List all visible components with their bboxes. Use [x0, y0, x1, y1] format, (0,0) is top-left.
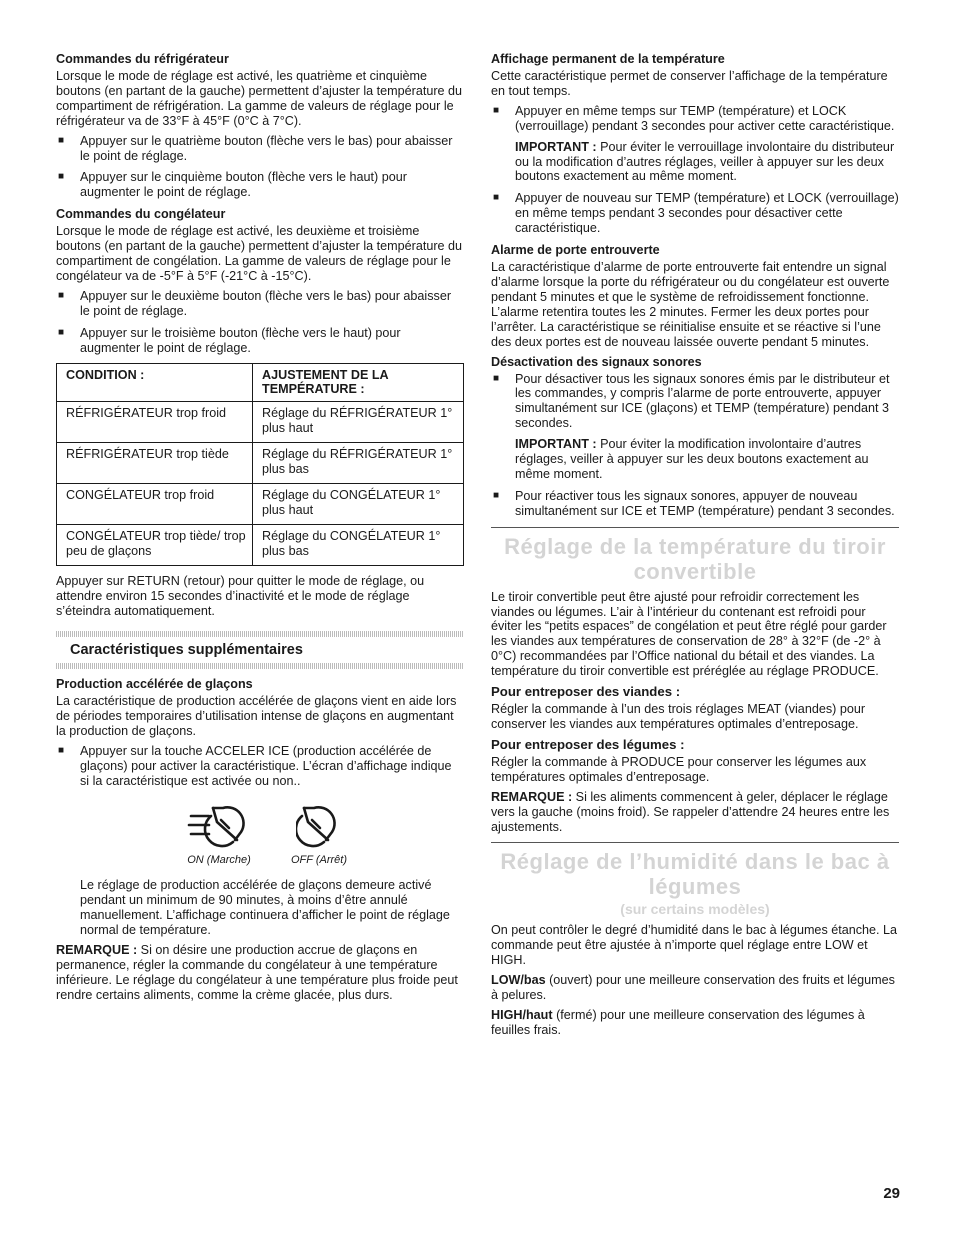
low-label: LOW/bas	[491, 973, 546, 988]
right-column	[491, 52, 899, 1043]
table-row	[57, 525, 464, 566]
bullet-icon: ■	[493, 489, 500, 501]
divider	[491, 527, 899, 528]
table-cell: RÉFRIGÉRATEUR trop froid	[57, 402, 253, 443]
high-setting-text: HIGH/haut (fermé) pour une meilleure conservation des légumes à feuilles frais.	[491, 1007, 865, 1037]
fridge-bullet-list	[56, 134, 464, 201]
bullet-icon: ■	[58, 744, 65, 756]
list-item: ■ Appuyer sur la touche ACCELER ICE (production accélérée de glaçons) pour activer la caractéristique. L’écran d’affichage indique si la caractéristique est activée ou non..	[58, 743, 452, 788]
meat-storage-heading: Pour entreposer des viandes :	[491, 684, 681, 700]
ice-status-icons	[174, 802, 364, 866]
table-header-adjustment: AJUSTEMENT DE LA TEMPÉRATURE :	[253, 363, 464, 402]
list-item: ■ Pour réactiver tous les signaux sonores, appuyer de nouveau simultanément sur ICE et TEMP (température) pendant 3 secondes.	[493, 488, 895, 518]
important-label: IMPORTANT :	[515, 139, 597, 154]
bullet-icon: ■	[493, 192, 500, 204]
section-title: Caractéristiques supplémentaires	[70, 642, 303, 659]
sound-disable-bullets	[491, 372, 899, 519]
list-item: ■ Appuyer sur le deuxième bouton (flèche vers le bas) pour abaisser le point de réglage.	[58, 288, 452, 318]
adjustment-table	[56, 363, 464, 567]
table-row	[57, 484, 464, 525]
permanent-display-heading: Affichage permanent de la température	[491, 52, 725, 66]
vegetable-storage-heading: Pour entreposer des légumes :	[491, 736, 685, 752]
high-label: HIGH/haut	[491, 1007, 553, 1022]
ice-off-indicator	[274, 802, 364, 866]
door-alarm-text: La caractéristique d’alarme de porte entrouverte fait entendre un signal d’alarme lorsque la porte du réfrigérateur ou du congélateur est ouverte pendant 5 minutes et que le système de refroidissement fonctionne. L’alarme retentira toutes les 2 minutes. Fermer les deux portes pour l’arrêter. La caractéristique se réinitialise ensuite et se réactive si l’une des deux portes est de nouveau laissée ouverte pendant 5 minutes.	[491, 260, 890, 349]
bullet-icon: ■	[58, 289, 65, 301]
page-number: 29	[883, 1185, 900, 1202]
remark-label: REMARQUE :	[56, 943, 138, 958]
sound-disable-heading: Désactivation des signaux sonores	[491, 354, 702, 369]
bullet-icon: ■	[58, 326, 65, 338]
important-note: IMPORTANT : Pour éviter la modification involontaire d’autres réglages, veiller à appuyer sur les deux boutons exactement au même moment.	[515, 437, 869, 481]
humidity-text: On peut contrôler le degré d’humidité dans le bac à légumes étanche. La commande peut être ajustée à n’importe quel réglage entre LOW et HIGH.	[491, 923, 898, 968]
door-alarm-heading: Alarme de porte entrouverte	[491, 243, 660, 258]
table-cell: Réglage du CONGÉLATEUR 1° plus haut	[253, 484, 464, 525]
table-row	[57, 443, 464, 484]
drawer-remark: REMARQUE : Si les aliments commencent à geler, déplacer le réglage vers la gauche (moins froid). Se rappeler d’attendre 24 heures entre les ajustements.	[491, 789, 890, 834]
icon-caption-on: ON (Marche)	[187, 854, 251, 867]
permanent-display-text: Cette caractéristique permet de conserver l’affichage de la température en tout temps.	[491, 69, 888, 98]
fridge-controls-heading: Commandes du réfrigérateur	[56, 52, 229, 66]
low-setting-text: LOW/bas (ouvert) pour une meilleure conservation des fruits et légumes à pelures.	[491, 973, 895, 1003]
accelerated-ice-heading: Production accélérée de glaçons	[56, 677, 253, 692]
accelerated-ice-on-icon	[187, 802, 251, 848]
icon-caption-off: OFF (Arrêt)	[290, 854, 347, 867]
list-item: ■ Pour désactiver tous les signaux sonores émis par le distributeur et les commandes, y compris l’alarme de porte entrouverte, appuyer simultanément sur ICE (glaçons) et TEMP (température) pendant 3 secondes. IMPORTANT : Pour éviter la modification involontaire d’autres réglages, veiller à appuyer sur les deux boutons exactement au même moment.	[491, 372, 899, 482]
list-item: ■ Appuyer sur le cinquième bouton (flèche vers le haut) pour augmenter le point de réglage.	[58, 170, 407, 200]
divider	[56, 663, 464, 669]
freezer-bullet-list	[56, 289, 464, 356]
important-note: IMPORTANT : Pour éviter le verrouillage involontaire du distributeur ou la modification d’autres réglages, veiller à appuyer sur les deux boutons exactement au même moment.	[515, 139, 895, 184]
convertible-drawer-text: Le tiroir convertible peut être ajusté pour refroidir correctement les viandes ou légumes. L’air à l’intérieur du contenant est refroidi pour éviter les “petits espaces” de congélation et peut être réglé pour garder les viandes aux températures de conservation de 28° à 32°F (de -2° à 0°C) recommandées par l’Office national du bétail et des viandes. La température du tiroir convertible est préréglée au réglage PRODUCE.	[491, 589, 887, 679]
ice-duration-text: Le réglage de production accélérée de glaçons demeure activé pendant un minimum de 90 minutes, à moins d’être annulé manuellement. L’affichage continuera d’afficher le point de réglage normal de température.	[80, 878, 450, 938]
meat-storage-text: Régler la commande à l’un des trois réglages MEAT (viandes) pour conserver les viandes aux températures optimales d’entreposage.	[491, 702, 866, 731]
list-item: ■ Appuyer de nouveau sur TEMP (température) et LOCK (verrouillage) en même temps pendant 3 secondes pour désactiver cette caractéristique.	[493, 191, 899, 236]
fridge-controls-text: Lorsque le mode de réglage est activé, les quatrième et cinquième boutons (en partant de la gauche) permettent d’ajuster la température du compartiment de réfrigération. La gamme de valeurs de réglage pour le réfrigérateur va de 33°F à 45°F (0°C à 7°C).	[56, 69, 463, 128]
bullet-icon: ■	[58, 171, 65, 183]
remark-label: REMARQUE :	[491, 789, 573, 804]
list-item: ■ Appuyer en même temps sur TEMP (température) et LOCK (verrouillage) pendant 3 secondes pour activer cette caractéristique. IMPORTANT : Pour éviter le verrouillage involontaire du distributeur ou la modification d’autres réglages, veiller à appuyer sur les deux boutons exactement au même moment.	[491, 104, 899, 185]
section-header-additional-features	[56, 631, 464, 669]
freezer-controls-heading: Commandes du congélateur	[56, 207, 226, 222]
table-cell: RÉFRIGÉRATEUR trop tiède	[57, 443, 253, 484]
table-cell: Réglage du RÉFRIGÉRATEUR 1° plus bas	[253, 443, 464, 484]
permanent-display-bullets	[491, 104, 899, 236]
ice-on-indicator	[174, 802, 264, 866]
accelerated-ice-bullet-list	[56, 744, 464, 789]
table-header-row	[57, 363, 464, 402]
left-column	[56, 52, 464, 1008]
freezer-controls-text: Lorsque le mode de réglage est activé, les deuxième et troisième boutons (en partant de la gauche) permettent d’ajuster la température du compartiment de congélation. La gamme de valeurs de réglage pour le congélateur va de -5°F à 5°F (-21°C à -15°C).	[56, 224, 463, 283]
table-cell: CONGÉLATEUR trop tiède/ trop peu de glaçons	[57, 525, 253, 566]
humidity-crisper-title: Réglage de l’humidité dans le bac à légumes	[500, 849, 890, 900]
ice-remark: REMARQUE : Si on désire une production accrue de glaçons en permanence, régler la commande du congélateur à une température inférieure. Le réglage du congélateur à une température plus froide peut rendre certains aliments, comme la crème glacée, plus durs.	[56, 943, 458, 1002]
list-item: ■ Appuyer sur le quatrième bouton (flèche vers le bas) pour abaisser le point de réglage.	[58, 133, 453, 163]
important-label: IMPORTANT :	[515, 437, 597, 452]
table-cell: Réglage du CONGÉLATEUR 1° plus bas	[253, 525, 464, 566]
return-text: Appuyer sur RETURN (retour) pour quitter le mode de réglage, ou attendre environ 15 secondes d’inactivité et le mode de réglage s’éteindra automatiquement.	[56, 574, 425, 619]
divider	[491, 842, 899, 843]
vegetable-storage-text: Régler la commande à PRODUCE pour conserver les légumes aux températures optimales d’entreposage.	[491, 754, 867, 784]
table-cell: CONGÉLATEUR trop froid	[57, 484, 253, 525]
table-cell: Réglage du RÉFRIGÉRATEUR 1° plus haut	[253, 402, 464, 443]
convertible-drawer-title: Réglage de la température du tiroir convertible	[504, 533, 886, 584]
accelerated-ice-text: La caractéristique de production accélérée de glaçons vient en aide lors de périodes temporaires d’utilisation intense de glaçons en augmentant la production de glaçons.	[56, 694, 457, 738]
bullet-icon: ■	[493, 104, 500, 116]
bullet-icon: ■	[58, 134, 65, 146]
table-row	[57, 402, 464, 443]
humidity-crisper-subtitle: (sur certains modèles)	[620, 901, 770, 918]
accelerated-ice-off-icon	[296, 802, 342, 848]
table-header-condition: CONDITION :	[57, 363, 253, 402]
bullet-icon: ■	[493, 372, 500, 384]
list-item: ■ Appuyer sur le troisième bouton (flèche vers le haut) pour augmenter le point de réglage.	[58, 325, 401, 355]
